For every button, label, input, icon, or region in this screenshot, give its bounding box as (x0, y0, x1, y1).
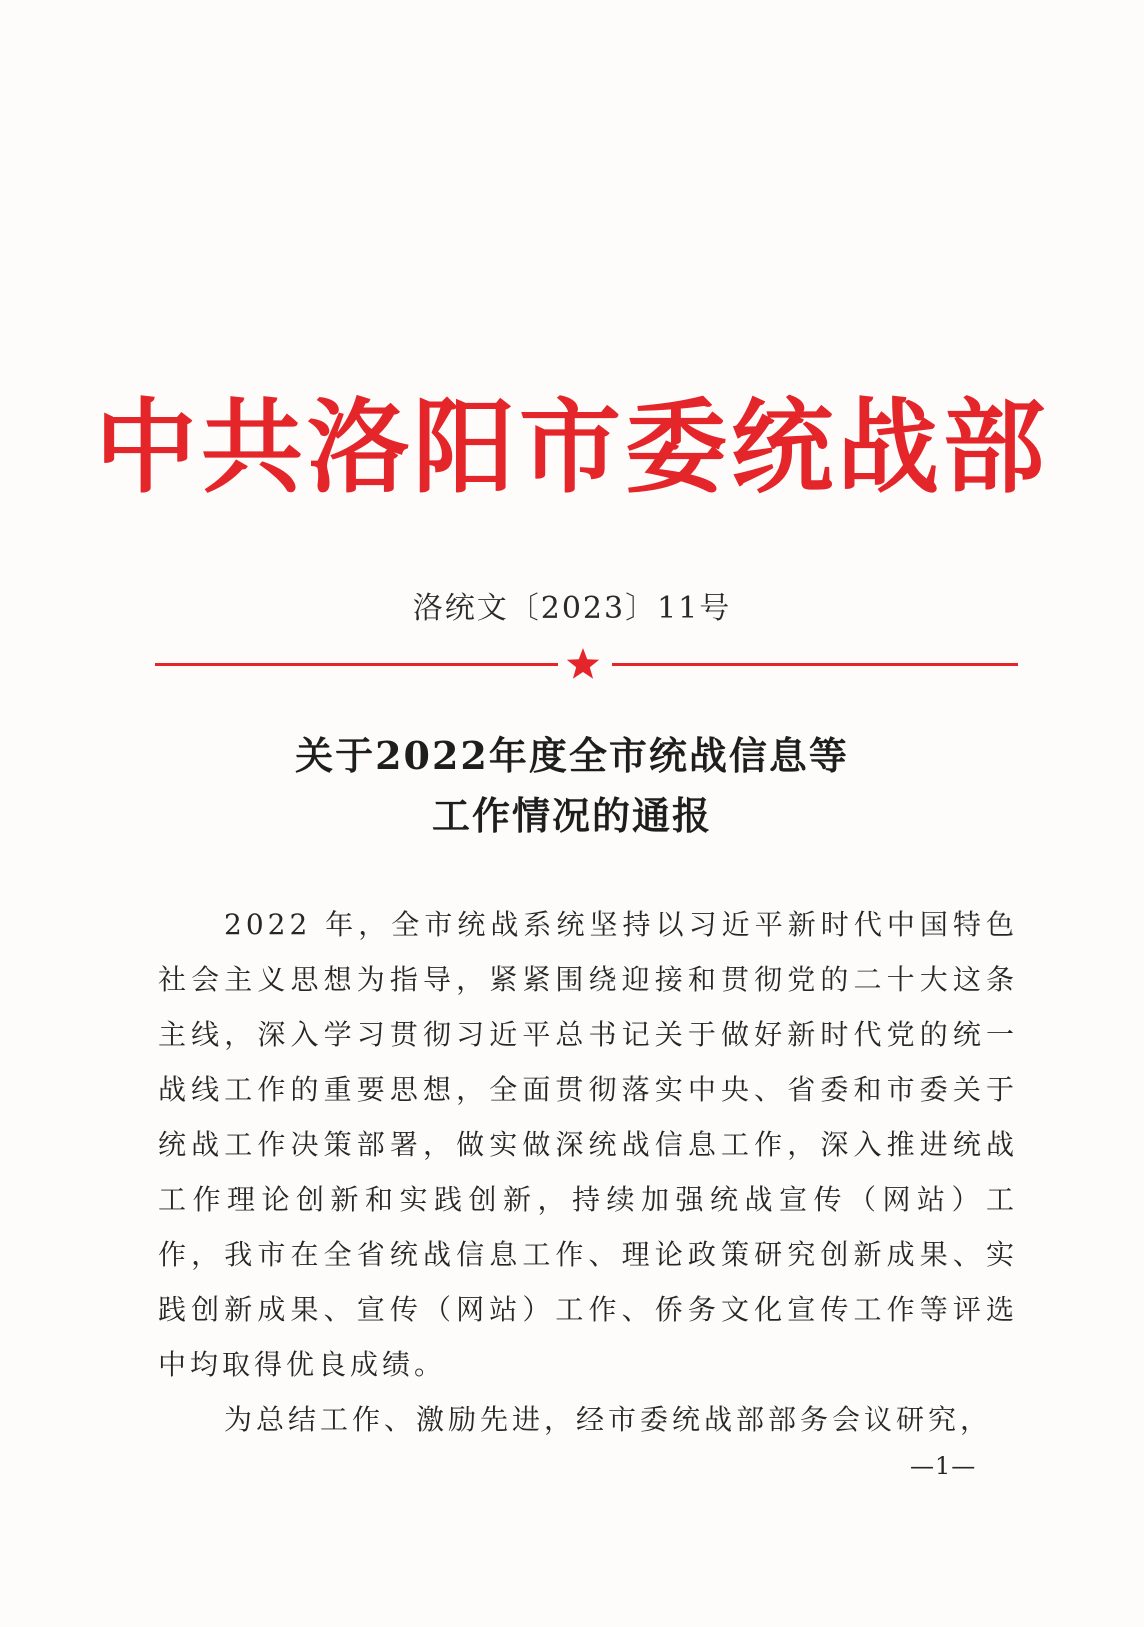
body-paragraph-1: 2022 年，全市统战系统坚持以习近平新时代中国特色社会主义思想为指导，紧紧围绕迎接和贯彻党的二十大这条主线，深入学习贯彻习近平总书记关于做好新时代党的统一战线工作的重要思想，全面贯彻落实中央、省委和市委关于统战工作决策部署，做实做深统战信息工作，深入推进统战工作理论创新和实践创新，持续加强统战宣传（网站）工作，我市在全省统战信息工作、理论政策研究创新成果、实践创新成果、宣传（网站）工作、侨务文化宣传工作等评选中均取得优良成绩。 (158, 908, 1018, 1381)
document-number: 洛统文〔2023〕11号 (412, 591, 732, 626)
page-number: —1— (910, 1452, 977, 1480)
red-divider-left (155, 663, 558, 666)
red-divider-right (612, 663, 1018, 666)
notice-title-line-1: 关于2022年度全市统战信息等 (295, 733, 849, 778)
star-icon (565, 646, 601, 682)
masthead-title: 中共洛阳市委统战部 (95, 388, 1049, 508)
body-paragraph-2: 为总结工作、激励先进，经市委统战部部务会议研究， (224, 1403, 993, 1436)
notice-title-line-2: 工作情况的通报 (431, 793, 712, 838)
